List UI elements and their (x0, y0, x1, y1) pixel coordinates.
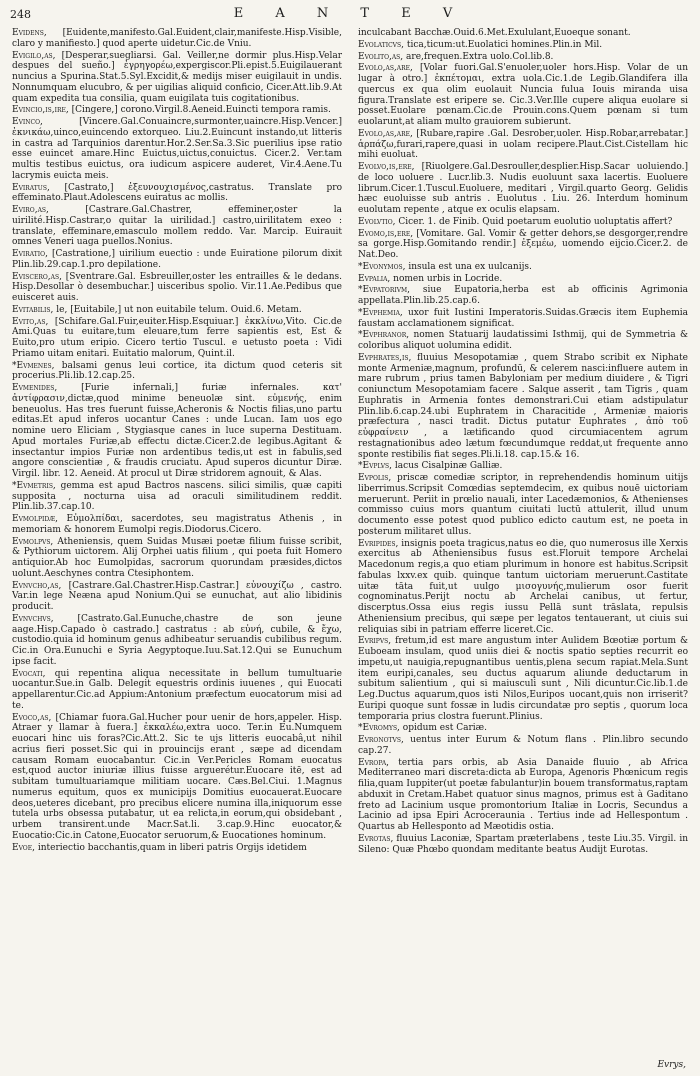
dictionary-entry (12, 843, 342, 854)
dictionary-entry (358, 63, 688, 128)
dictionary-entry (12, 317, 342, 360)
entry-text: tertia pars orbis, ab Asia Danaide fluuio , ab Africa Mediterraneo mari discreta:dicta ab Europa, Agenoris Phœnicum regis filia,quam Iuppiter(ut poetæ fabulantur)in bouem transformatus,raptam abduxit in Cretam.Habet quatuor sinus magnos, primus est à Gaditano freto ad Lacinium usque promontorium Italiæ in Locris, Secundus a Lacinio ad ipsa Epiri Acroceraunia . Tertius inde ad Hellespontum . Quartus ab Hellesponto ad Mæotidis ostia. (358, 757, 688, 832)
entry-headword: Evolo,as,are, (358, 128, 413, 139)
entry-headword: Evripides, (358, 538, 399, 549)
entry-text: fretum,id est mare angustum inter Aulidem Bœotiæ portum & Euboeam insulam, quod uniis diei & noctis spatio septies recurrit eo impetu,ut nauigia,repugnantibus uentis,plena secum rapiat.Mela.Sunt item euripi,canales, seu ductus aquarum aliunde deductarum in subitum salientium , qui si maiusculi sunt , Nili dicuntur.Cic.lib.1.de Leg.Ductus aquarum,quos isti Nilos,Euripos uocant,quis non irriserit? Euripi quoque sunt fossæ in ludis circundatæ pro septis , quorum loca temporaria prius clostra fuerunt.Plinius. (358, 636, 688, 722)
entry-headword: Evolito,as, (358, 51, 404, 62)
entry-text: [Sventrare.Gal. Esbreuiller,oster les entrailles & le dedans. Hisp.Desollar ò desembuchar.] uisceribus spolio. Vir.11.Ae.Pedibus que euisceret auis. (12, 271, 342, 303)
entry-headword: Evitabilis, (12, 304, 54, 315)
entry-text: [Vomitare. Gal. Vomir & getter dehors,se desgorger,rendre sa gorge.Hisp.Gomitando rendir.] ἐξεμέω, uomendo eijcio.Cicer.2. de Nat.Deo. (358, 228, 688, 260)
entry-headword: Evolvo,is,ere, (358, 162, 415, 172)
entry-headword: *Evromys, (358, 723, 400, 734)
entry-headword: Evinco, (12, 117, 43, 127)
dictionary-entry (12, 305, 342, 316)
dictionary-entry (12, 614, 342, 668)
dictionary-entry (12, 205, 342, 248)
dictionary-entry (12, 537, 342, 580)
entry-headword: Evolaticvs, (358, 39, 404, 50)
entry-text: le, [Euitabile,] ut non euitabile telum. Ouid.6. Metam. (56, 304, 302, 315)
entry-text: Εὐμολπίδαι, sacerdotes, seu magistratus Athenis , in memoriam & honorem Eumolpi regis.Diodorus.Cicero. (12, 514, 342, 535)
entry-headword: Evronotvs, (358, 735, 404, 745)
left-column (12, 28, 342, 1058)
entry-text: [Castrato.Gal.Eunuche,chastre de son jeune aage.Hisp.Capado ò castrado.] castratus : ab εὐνή, cubile, & ἔχω, custodio.quia id hominum genus adhibeatur seruandis cubilibus regum. Cic.in Ora.Eunuchi e Syria Aegyptoque.Iuu.Sat.12.Qui se Eunuchum ipse facit. (12, 613, 342, 667)
catchword: Evrys, (657, 1060, 686, 1070)
dictionary-entry (358, 461, 688, 472)
dictionary-entry (12, 361, 342, 383)
entry-text: fluuius Mesopotamiæ , quem Strabo scribit ex Niphate monte Armeniæ,magnum, profundū, & celerem nasci:influere autem in mare rubrum , prius tamen Babyloniam per medium diuidere , & Tigri coniunctum Mesopotamiam facere . Salque asserit , tam Tigris , quam Euphratis in Armenia fontes demonstrari.Cui etiam adstipulatur Plin.lib.6.cap.24.ubi Euphratem in Characitide , Armeniæ maioris præfectura , nasci tradit. Dictus putatur Euphrates , ἀπὸ τοῦ εὐφραίνειν , a lætificando quod circumiacentem agrum restagnationibus adeo lætum fœcundumque reddat,ut frequente anno sponte restibilis fiat seges.Pli.li.18. cap.15.& 16. (358, 352, 688, 460)
entry-headword: Evmenides, (12, 383, 58, 393)
dictionary-entry (358, 262, 688, 273)
dictionary-entry (358, 274, 688, 285)
dictionary-entry (12, 28, 342, 50)
entry-text: [Castrare.Gal.Chastrer, effeminer,oster la uirilité.Hisp.Castrar,o quitar la uirilidad.] castro,uirilitatem exeo : translate, effeminare,emasculo mollem reddo. Var. Marcip. Euirauit omnes Veneri uaga puellos.Nonius. (12, 205, 342, 248)
entry-headword: Evmolpvs, (12, 536, 54, 547)
entry-headword: Evigilo,as, (12, 50, 56, 61)
entry-headword: Eviro,as, (12, 205, 49, 215)
entry-headword: *Evplvs, (358, 461, 393, 472)
dictionary-entry (358, 285, 688, 307)
entry-text: qui repentina aliqua necessitate in bellum tumultuarie uocantur.Sue.in Galb. Delegit equestris ordinis iuuenes , qui Euocati appellarentur.Cic.ad Appium:Antonium præfectum euocatorum misi ad te. (12, 668, 342, 711)
entry-text: are,frequen.Extra uolo.Col.lib.8. (406, 51, 554, 62)
entry-headword: Evnvcho,as, (12, 580, 62, 591)
page-header (10, 6, 690, 26)
entry-text: [Castrato,] ἐξευνουχισμένος,castratus. Translate pro effeminato.Plaut.Adolescens euiratus ac mollis. (12, 182, 342, 204)
entry-text: uentus inter Eurum & Notum flans . Plin.libro secundo cap.27. (358, 735, 688, 756)
entry-text: [Chiamar fuora.Gal.Hucher pour uenir de hors,appeler. Hisp. Atraer y llamar à fuera.] ἐκκαλέω,extra uoco. Ter.in Eu.Numquem euocari hinc uis foras?Cic.Att.2. Sic te ujs litteris euocabâ,ut nihil acrius fieri posset.Sic qui in prouincijs erant , sæpe ad dicendam causam Romam euocabantur. Cic.in Ver.Pericles Romam euocatus est,quod auctor iniuriæ illius fuisse arguerétur.Euocare itē, est ad subitam tumultuariamque militiam uocare. Cæs.Bel.Ciui. 1.Magnus numerus equitum, quos ex municipijs Domitius euocauerat.Euocare deos,ueteres dicebant, pro precibus elicere numina illa,iniquorum esse tutela urbs obsessa putabatur, ut ea relicta,in eorum,qui obsidebant , urbem transirent.unde Macr.Sat.li. 3.cap.9.Hinc euocator,& Euocatio:Cic.in Catone,Euocator seruorum,& Euocationes hominum. (12, 712, 342, 841)
entry-text: nomen Statuarij laudatissimi Isthmij, qui de Symmetria & coloribus aliquot uolumina edidit. (358, 330, 688, 351)
entry-text: [Desperar,suegliarsi. Gal. Veiller,ne dormir plus.Hisp.Velar despues del sueño.] ἐγρηγορέω,expergiscor.Pli.epist.5.Euigilauerant nuncius a Spurina.Stat.5.Syl.Excidit,& medijs miser euigilauit in undis. Nonnumquam elucubro, & per uigilias aliquid conficio, Cicer.Att.lib.9.At quam expedita tua consilia, quam euigilata tuis cogitationibus. (12, 50, 342, 104)
entry-text: [Schifare.Gal.Fuir,euiter.Hisp.Esquiuar.] ἐκκλίνω,Vito. Cic.de Ami.Quas tu euitare,tum eleuare,tum ferre sapientis est, Est & Euito,pro utum eripio. Cicero tertio Tuscul. e uetusto poeta : Vidi Priamo uitam enitari. Euitatio malorum, Quint.il. (12, 316, 342, 359)
dictionary-entry (358, 40, 688, 51)
entry-text: Atheniensis, quem Suidas Musæi poetæ filium fuisse scribit, & Pythiorum uictorem. Alij Orphei uatis filium , qui poeta fuit Homero antiquior.Ab hoc Eumolpidas, sacrorum quorundam præsides,dictos uolunt.Aeschynes contra Ctesiphontem. (12, 536, 342, 579)
entry-headword: Evocati, (12, 668, 46, 679)
dictionary-entry (12, 117, 342, 182)
dictionary-entry (358, 229, 688, 261)
dictionary-entry (12, 481, 342, 513)
entry-headword: Evincio,is,ire, (12, 105, 69, 116)
entry-headword: Evomo,is,ere, (358, 228, 414, 239)
dictionary-entry (358, 217, 688, 228)
entry-text: [Castrare.Gal.Chastrer.Hisp.Castrar.] εὐνουχίζω , castro. Var.in lege Neæna apud Nonium.Qui se eunuchat, aut alio libidinis producit. (12, 580, 342, 612)
entry-headword: Evolo,as,are, (358, 63, 413, 74)
dictionary-entry (358, 52, 688, 63)
entry-text: interiectio bacchantis,quam in liberi patris Orgijs idetidem (37, 842, 307, 853)
entry-text: balsami genus leui cortice, ita dictum quod ceteris sit procerius.Pli.lib.12.cap.25. (12, 360, 342, 382)
dictionary-entry (358, 308, 688, 330)
entry-text: [Cingere,] corono.Virgil.8.Aeneid.Euincti tempora ramis. (71, 105, 331, 116)
dictionary-entry (358, 473, 688, 538)
dictionary-entry (12, 249, 342, 271)
dictionary-entry (358, 735, 688, 757)
right-column (358, 28, 688, 1058)
dictionary-entry (358, 330, 688, 352)
entry-headword: Evidens, (12, 28, 47, 38)
dictionary-entry (358, 636, 688, 722)
page-number: 248 (10, 8, 31, 21)
dictionary-entry (12, 383, 342, 480)
entry-text: siue Eupatoria,herba est ab officinis Agrimonia appellata.Plin.lib.25.cap.6. (358, 285, 688, 306)
dictionary-entry (358, 353, 688, 461)
entry-headword: *Evonymos, (358, 261, 406, 272)
dictionary-entry (358, 28, 688, 39)
entry-text: [Rubare,rapire .Gal. Desrober,uoler. Hisp.Robar,arrebatar.] ἁρπάζω,furari,rapere,quasi in uolam recipere.Plaut.Cist.Cistellam hic mihi euoluat. (358, 128, 688, 161)
entry-headword: Evrotas, (358, 833, 394, 844)
entry-text: fluuius Laconiæ, Spartam præterlabens , teste Liu.35. Virgil. in Sileno: Quæ Phœbo quondam meditante beatus Audijt Eurotas. (358, 833, 688, 855)
entry-text: insignis poeta tragicus,natus eo die, quo numerosus ille Xerxis exercitus ab Atheniensibus fusus est.Floruit tempore Archelai Macedonum regis,a quo etiam plurimum in honore est habitus.Scripsit fabulas lxxv.ex quib. quinque tantum uictoriam meruerunt.Castitate uitæ tāta fuit,ut uulgo μισογυνής,mulierum osor fuerit cognominatus.Perijt noctu ab Archelai canibus, ut fertur, discerptus.Ossa eius regis iussu Pellā sunt trāslata, repulsis Atheniensium precibus, qui sæpe per legatos tentauerant, ut ciuis sui reliquias sibi in patriam efferre liceret.Cic. (358, 538, 688, 635)
entry-headword: Evpolis, (358, 473, 392, 483)
dictionary-entry (358, 758, 688, 833)
dictionary-entry (358, 162, 688, 216)
entry-text: insula est una ex uulcanijs. (408, 261, 532, 272)
dictionary-entry (358, 723, 688, 734)
entry-text: inculcabant Bacchæ.Ouid.6.Met.Exululant,Euoeque sonant. (358, 28, 631, 38)
entry-headword: Evolvtio, (358, 216, 396, 227)
dictionary-entry (358, 129, 688, 161)
entry-headword: Evphrates,is, (358, 352, 412, 363)
entry-headword: *Evphemia, (358, 307, 403, 318)
entry-headword: Evripvs, (358, 636, 392, 647)
entry-text: [Furie infernali,] furiæ infernales. κατ' ἀντίφρασιν,dictæ,quod minime beneuolæ sint. εὐμενής, enim beneuolus. Has tres fuerunt fuisse,Acheronis & Noctis filias,uno partu editas.Et apud inferos uocantur Canes : unde Lucan. Iam uos ego nomine uero Eliciam , Stygiasque canes in luce superna Destituam. Apud mortales Furiæ,ab effectu dictæ.Cicer.2.de legibus.Agitant & insectantur impios Furiæ non ardentibus tedis,ut est in fabulis,sed angore conscientiæ , & fraudis cruciatu. Apud superos dicuntur Diræ. Virgil. libr. 12. Aeneid. At procul ut Diræ stridorem agnouit, & Alas. (12, 383, 342, 479)
entry-headword: Evoe, (12, 842, 35, 853)
entry-headword: Eviratus, (12, 182, 50, 193)
entry-headword: *Evmetris, (12, 480, 56, 491)
entry-headword: Evito,as, (12, 316, 49, 327)
entry-text: [Riuolgere.Gal.Desrouller,desplier.Hisp.Sacar uoluiendo.] de loco uoluere . Lucr.lib.3. Nudis euoluunt saxa lacertis. Euoluere librum.Cicer.1.Tuscul.Euoluere, meditari , Virgil.quarto Georg. Gelidis hæc euoluisse sub antris . Euolutus . Liu. 26. Interdum hominum euolutam repente , atque ex oculis elapsam. (358, 162, 688, 215)
dictionary-entry (12, 514, 342, 536)
entry-text: nomen urbis in Locride. (393, 273, 503, 284)
entry-text: [Castratione,] uirilium euectio : unde Euiratione pilorum dixit Plin.lib.29.cap.1.pro depilatione. (12, 249, 342, 270)
entry-headword: Evpalia, (358, 273, 391, 284)
entry-text: opidum est Cariæ. (402, 723, 487, 734)
entry-headword: Evropa, (358, 757, 390, 768)
dictionary-entry (12, 581, 342, 613)
dictionary-entry (12, 713, 342, 842)
dictionary-entry (12, 51, 342, 105)
dictionary-entry (12, 272, 342, 304)
entry-headword: *Evpatorivm, (358, 285, 411, 296)
entry-text: Cicer. 1. de Finib. Quid poetarum euolutio uoluptatis affert? (398, 216, 673, 227)
dictionary-entry (358, 834, 688, 856)
entry-headword: Evoco,as, (12, 712, 52, 723)
dictionary-entry (12, 105, 342, 116)
entry-headword: *Evphranor, (358, 330, 410, 341)
entry-text: uxor fuit Iustini Imperatoris.Suidas.Græcis item Euphemia faustam acclamationem significat. (358, 307, 688, 329)
entry-text: priscæ comediæ scriptor, in reprehendendis hominum uitijs liberrimus.Scripsit Comœdias septemdecim, ex quibus nouē uictoriam meruerunt. Periit in prœlio nauali, inter Lacedæmonios, & Athenienses commisso cuius mors quantum ciuitati luctū attulerit, illud unum documento esse potest quod publico edicto cautum est, ne poeta in posterum militaret ullus. (358, 473, 688, 537)
entry-headword: *Evmenes, (12, 360, 55, 371)
entry-headword: Eviratio, (12, 249, 48, 259)
running-head: E A N T E V (233, 6, 467, 21)
entry-headword: Evnvchvs, (12, 613, 54, 624)
entry-text: [Vincere.Gal.Conuaincre,surmonter,uaincre.Hisp.Vencer.] ἐκνικάω,uinco,euincendo extorqueo. Liu.2.Euincunt instando,ut litteris in castra ad Tarquinios darentur.Hor.2.Ser.Sa.3.Sic puerilius ipse ratio esse euincet amare.Hinc Euictus,uictus,conuictus. Cicer.2. Ver.tam multis testibus euictus, ora iudicum aspicere auderet, Vir.4.Aene.Tu lacrymis euicta meis. (12, 117, 342, 181)
entry-text: tica,ticum:ut.Euolatici homines.Plin.in Mil. (406, 39, 603, 50)
dictionary-entry (358, 539, 688, 636)
entry-headword: Eviscero,as, (12, 271, 62, 282)
entry-text: gemma est apud Bactros nascens. silici similis, quæ capiti supposita , nocturna uisa ad oraculi similitudinem reddit. Plin.lib.37.cap.10. (12, 480, 342, 513)
dictionary-entry (12, 669, 342, 712)
entry-text: lacus Cisalpinæ Galliæ. (394, 461, 503, 472)
entry-text: [Volar fuori.Gal.S'enuoler,uoler hors.Hisp. Volar de un lugar à otro.] ἐκπέτομαι, extra uola.Cic.1.de Legib.Glandifera illa quercus ex qua olim euolauit Nuncia fulua Iouis miranda uisa figura.Translate est eripere se. Cic.3.Ver.Ille cupere aliqua euolare si posset.Euolare pœnam.Cic.de Prouin.cons.Quem pœnam si tum euolarunt,at aliam multo grauiorem subierunt. (358, 63, 688, 127)
entry-text: [Euidente,manifesto.Gal.Euident,clair,manifeste.Hisp.Visible, claro y manifiesto.] quod aperte uidetur.Cic.de Vniu. (12, 28, 342, 49)
entry-headword: Evmolpidæ, (12, 514, 59, 524)
dictionary-entry (12, 183, 342, 205)
